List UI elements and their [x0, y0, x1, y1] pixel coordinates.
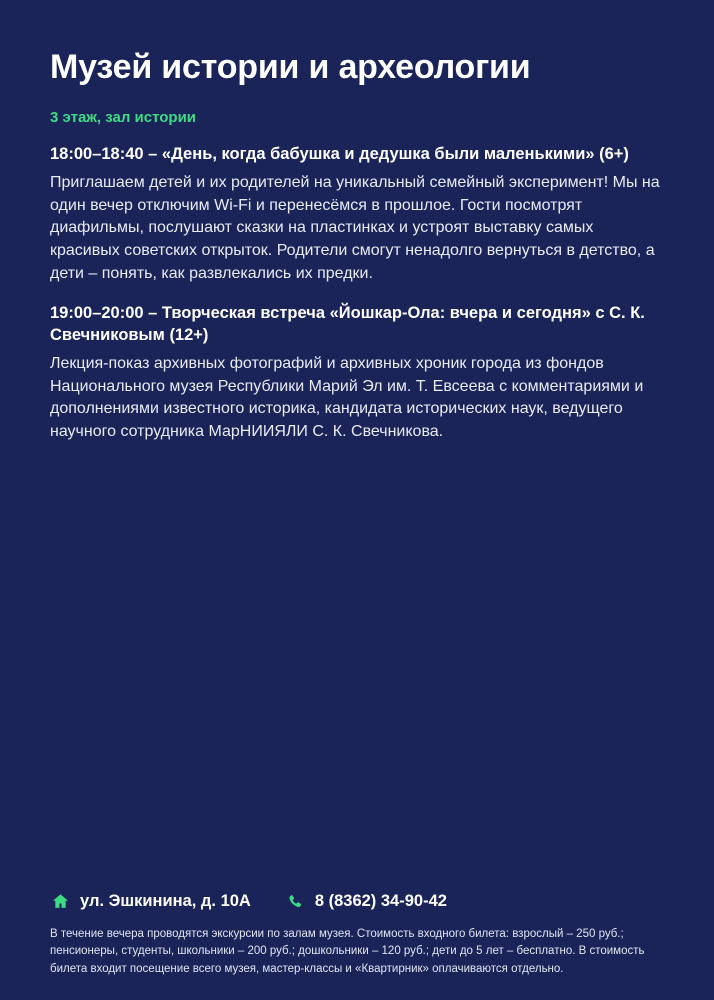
venue-location: 3 этаж, зал истории: [50, 109, 197, 127]
home-icon: [50, 892, 70, 912]
event-heading: 19:00–20:00 – Творческая встреча «Йошкар-Ола: вчера и сегодня» с С. К. Свечниковым (12+): [50, 304, 645, 345]
phone-icon: [285, 892, 305, 912]
event-heading: 18:00–18:40 – «День, когда бабушка и дедушка были маленькими» (6+): [50, 145, 629, 164]
phone-text: 8 (8362) 34-90-42: [314, 892, 447, 911]
event-description: Приглашаем детей и их родителей на уникальный семейный эксперимент! Мы на один вечер отключим Wi-Fi и перенесёмся в прошлое. Гости посмотрят диафильмы, послушают сказки на пластинках и устроят выставку самых красивых советских открыток. Родители смогут ненадолго вернуться в детство, а дети – понять, как развлекались их предки.: [50, 173, 660, 282]
footer: [50, 892, 674, 978]
address-text: ул. Эшкинина, д. 10А: [80, 892, 251, 911]
address-contact: [50, 892, 251, 912]
page-title: Музей истории и археологии: [50, 48, 531, 86]
phone-contact: [285, 892, 447, 912]
event-item: [50, 303, 664, 443]
event-item: [50, 144, 664, 285]
event-description: Лекция-показ архивных фотографий и архивных хроник города из фондов Национального музея Республики Марий Эл им. Т. Евсеева с комментариями и дополнениями известного историка, кандидата исторических наук, ведущего научного сотрудника МарНИИЯЛИ С. К. Свечникова.: [50, 354, 644, 441]
contacts-row: [50, 892, 674, 912]
ticket-disclaimer: В течение вечера проводятся экскурсии по залам музея. Стоимость входного билета: взрослый – 250 руб.; пенсионеры, студенты, школьники – 200 руб.; дошкольники – 120 руб.; дети до 5 лет – бесплатно. В стоимость билета входит посещение всего музея, мастер-классы и «Квартирник» оплачиваются отдельно.: [50, 927, 645, 975]
